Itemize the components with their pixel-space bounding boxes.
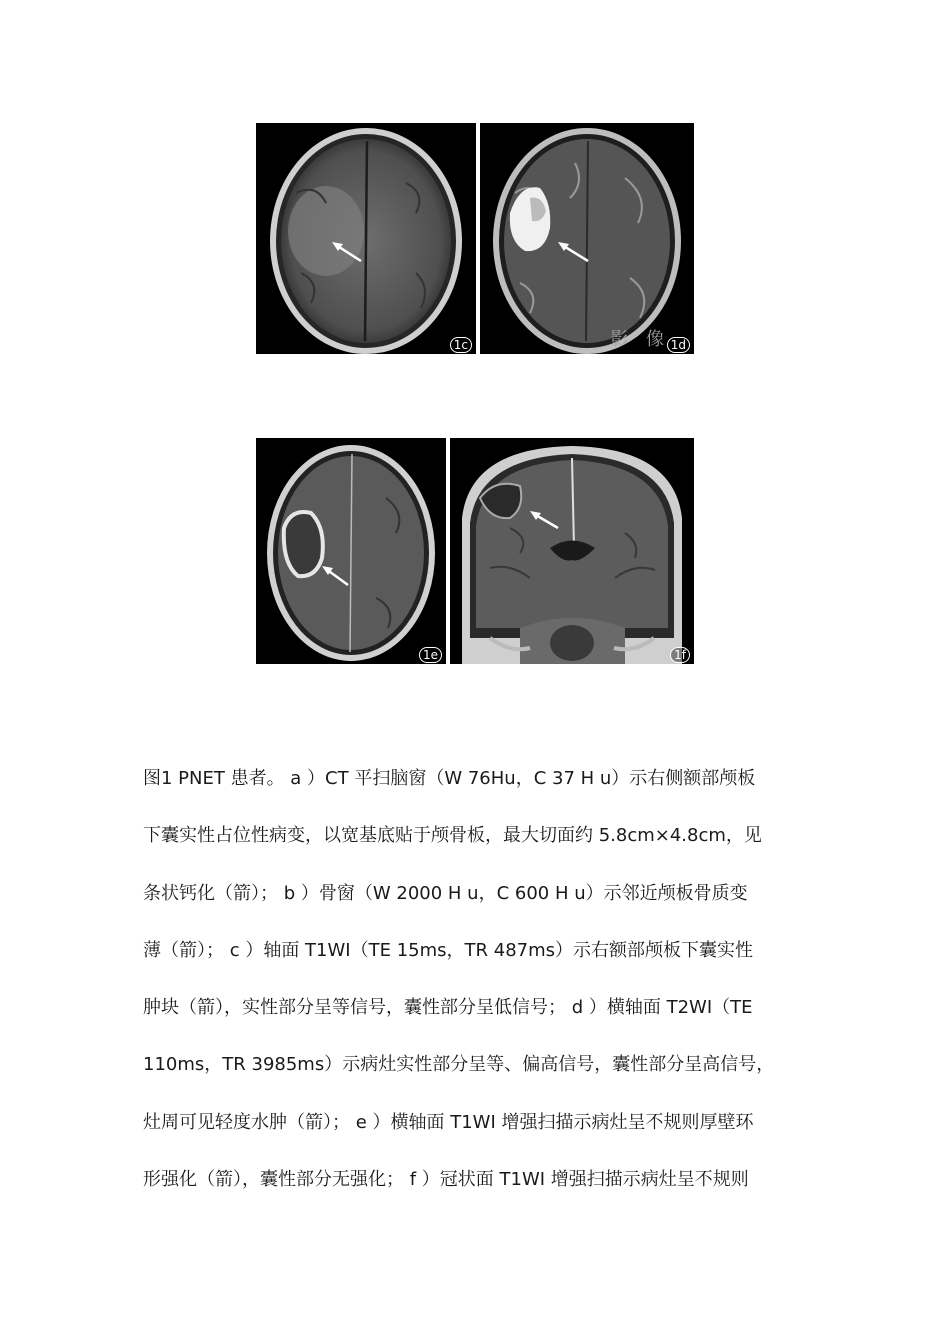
panel-label: 1c <box>450 337 472 353</box>
mri-panel-f <box>450 438 694 664</box>
axial-t1-brain-image <box>256 123 476 354</box>
axial-t1-contrast-brain-image <box>256 438 446 664</box>
caption-line: 条状钙化（箭）； b ）骨窗（W 2000 H u，C 600 H u）示邻近颅板骨质变 <box>143 882 748 904</box>
mri-panel-e <box>256 438 446 664</box>
caption-line: 110ms，TR 3985ms）示病灶实性部分呈等、偏高信号，囊性部分呈高信号， <box>143 1054 775 1076</box>
figure-caption <box>143 750 833 1208</box>
caption-line: 薄（箭）； c ）轴面 T1WI（TE 15ms，TR 487ms）示右额部颅板下囊实性 <box>143 939 754 961</box>
panel-label: 1d <box>667 337 690 353</box>
caption-line: 下囊实性占位性病变，以宽基底贴于颅骨板，最大切面约 5.8cm×4.8cm，见 <box>143 825 762 847</box>
panel-label: 1e <box>419 647 442 663</box>
panel-label: 1f <box>670 647 690 663</box>
watermark-logo: 影 像 <box>610 329 670 350</box>
mri-panel-d <box>480 123 694 354</box>
axial-t2-brain-image <box>480 123 694 354</box>
coronal-t1-contrast-brain-image <box>450 438 694 664</box>
caption-line: 肿块（箭），实性部分呈等信号，囊性部分呈低信号； d ）横轴面 T2WI（TE <box>143 997 753 1019</box>
caption-line: 灶周可见轻度水肿（箭）； e ）横轴面 T1WI 增强扫描示病灶呈不规则厚壁环 <box>143 1111 754 1133</box>
caption-line: 形强化（箭），囊性部分无强化； f ）冠状面 T1WI 增强扫描示病灶呈不规则 <box>143 1169 749 1191</box>
mri-panel-c <box>256 123 476 354</box>
caption-line: 图1 PNET 患者。 a ）CT 平扫脑窗（W 76Hu，C 37 H u）示右侧额部颅板 <box>143 768 756 789</box>
